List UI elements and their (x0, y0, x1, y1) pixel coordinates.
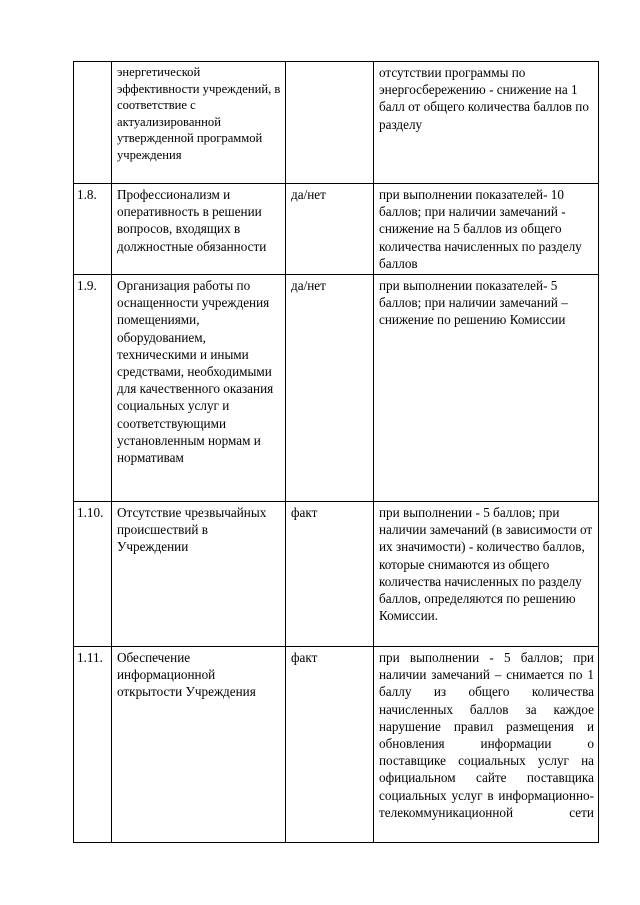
scoring-cell: при выполнении - 5 баллов; при наличии замечаний – снимается по 1 баллу из общего количества начисленных баллов за каждое нарушение правил размещения и обновления информации о поставщике социальных услуг на официальном сайте поставщика социальных услуг в информационно-телекоммуникационной сети (374, 647, 599, 843)
table-row (74, 502, 599, 647)
table-row (74, 184, 599, 275)
criterion-cell: Обеспечение информационной открытости Учреждения (112, 647, 286, 843)
table-row (74, 647, 599, 843)
unit-cell (286, 62, 374, 184)
table-row (74, 275, 599, 502)
row-number (74, 62, 112, 184)
scoring-cell: отсутствии программы по энергосбережению - снижение на 1 балл от общего количества баллов по разделу (374, 62, 599, 184)
scoring-cell: при выполнении показателей- 5 баллов; при наличии замечаний – снижение по решению Комиссии (374, 275, 599, 502)
criteria-table (73, 61, 599, 843)
criterion-cell: Профессионализм и оперативность в решении вопросов, входящих в должностные обязанности (112, 184, 286, 275)
row-number: 1.10. (74, 502, 112, 647)
unit-cell: да/нет (286, 184, 374, 275)
criterion-cell: Отсутствие чрезвычайных происшествий в Учреждении (112, 502, 286, 647)
unit-cell: факт (286, 502, 374, 647)
row-number: 1.11. (74, 647, 112, 843)
criterion-cell: энергетической эффективности учреждений, в соответствие с актуализированной утвержденной программой учреждения (112, 62, 286, 184)
row-number: 1.8. (74, 184, 112, 275)
unit-cell: да/нет (286, 275, 374, 502)
table-row (74, 62, 599, 184)
unit-cell: факт (286, 647, 374, 843)
scoring-cell: при выполнении показателей- 10 баллов; при наличии замечаний - снижение на 5 баллов из общего количества начисленных по разделу баллов (374, 184, 599, 275)
criterion-cell: Организация работы по оснащенности учреждения помещениями, оборудованием, техническими и иными средствами, необходимыми для качественного оказания социальных услуг и соответствующими установленным нормам и нормативам (112, 275, 286, 502)
scoring-cell: при выполнении - 5 баллов; при наличии замечаний (в зависимости от их значимости) - количество баллов, которые снимаются из общего количества начисленных по разделу баллов, определяются по решению Комиссии. (374, 502, 599, 647)
row-number: 1.9. (74, 275, 112, 502)
